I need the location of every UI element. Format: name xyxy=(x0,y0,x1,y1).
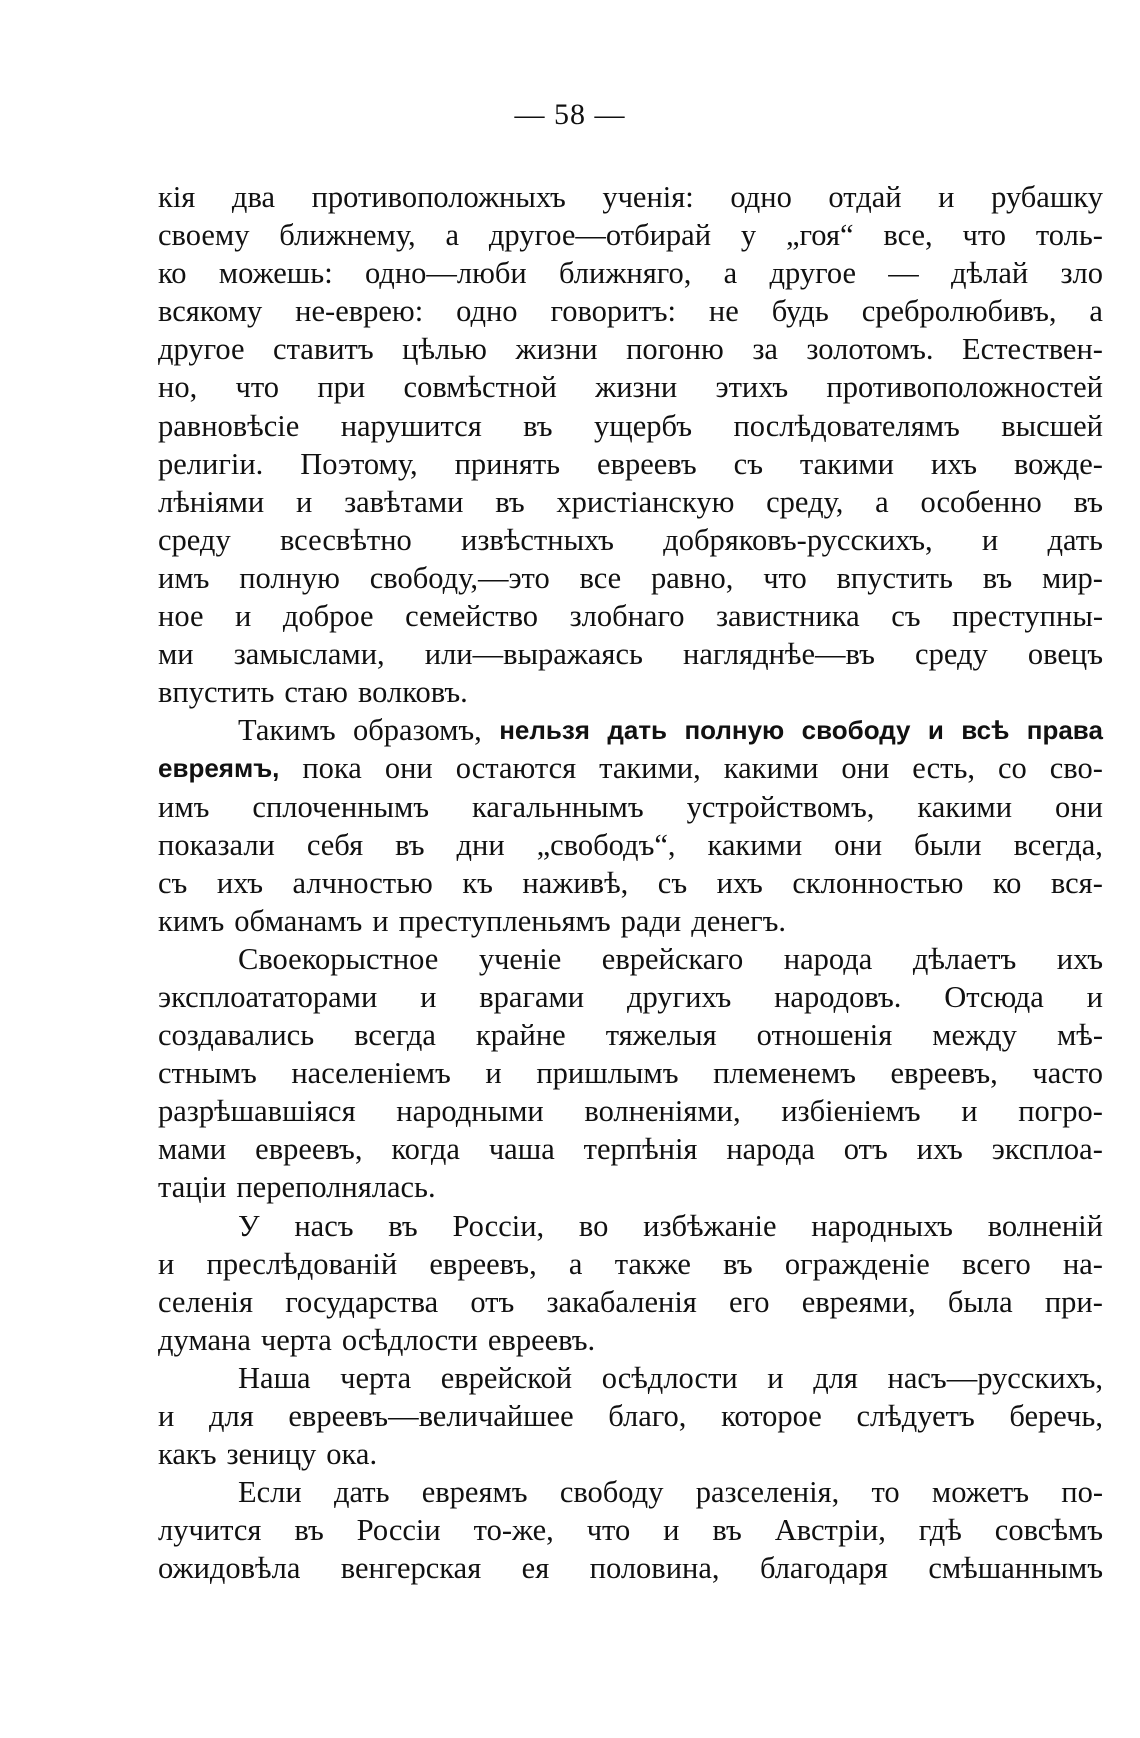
text-line: равновѣсіе нарушится въ ущербъ послѣдователямъ высшей xyxy=(158,408,1103,443)
text-line: эксплоататорами и врагами другихъ народовъ. Отсюда и xyxy=(158,979,1103,1014)
text-line: ное и доброе семейство злобнаго завистника съ преступны- xyxy=(158,599,1103,634)
text-line: показали себя въ дни „свободъ“, какими они были всегда, xyxy=(158,827,1103,862)
text-line: среду всесвѣтно извѣстныхъ добряковъ-русскихъ, и дать xyxy=(158,522,1103,557)
text-line: лучится въ Россіи то-же, что и въ Австріи, гдѣ совсѣмъ xyxy=(158,1513,1103,1548)
text-line: У насъ въ Россіи, во избѣжаніе народныхъ волненій xyxy=(238,1208,1103,1243)
text-line: всякому не-еврею: одно говоритъ: не будь сребролюбивъ, а xyxy=(158,294,1103,329)
text-line: мами евреевъ, когда чаша терпѣнія народа отъ ихъ эксплоа- xyxy=(158,1132,1103,1167)
text-line: имъ сплоченнымъ кагальннымъ устройствомъ, какими они xyxy=(158,789,1103,824)
text-line: и для евреевъ—величайшее благо, которое слѣдуетъ беречь, xyxy=(158,1399,1103,1433)
text-line: кимъ обманамъ и преступленьямъ ради денегъ. xyxy=(158,903,787,938)
text-line: думана черта осѣдлости евреевъ. xyxy=(158,1322,596,1357)
text-line: и преслѣдованій евреевъ, а также въ огражденіе всего на- xyxy=(158,1246,1103,1281)
text-line: другое ставитъ цѣлью жизни погоню за золотомъ. Естествен- xyxy=(158,332,1103,367)
text-line: впустить стаю волковъ. xyxy=(158,675,468,710)
text-line: стнымъ населеніемъ и пришлымъ племенемъ евреевъ, часто xyxy=(158,1056,1103,1091)
text-line: Своекорыстное ученіе еврейскаго народа дѣлаетъ ихъ xyxy=(238,941,1103,976)
text-line: имъ полную свободу,—это все равно, что впустить въ мир- xyxy=(158,560,1103,595)
text-line: Такимъ образомъ, нельзя дать полную свободу и всѣ права xyxy=(238,713,1103,748)
text-line: религіи. Поэтому, принять евреевъ съ такими ихъ вожде- xyxy=(158,446,1103,481)
text-line: создавались всегда крайне тяжелыя отношенія между мѣ- xyxy=(158,1018,1103,1053)
text-line: ожидовѣла венгерская ея половина, благодаря смѣшаннымъ xyxy=(158,1551,1103,1586)
body-text xyxy=(158,178,1103,1587)
text-line: какъ зеницу ока. xyxy=(158,1437,378,1472)
text-line: Наша черта еврейской осѣдлости и для насъ—русскихъ, xyxy=(238,1360,1103,1395)
text-line: ко можешь: одно—люби ближняго, а другое — дѣлай зло xyxy=(158,256,1103,291)
text-line: кія два противоположныхъ ученія: одно отдай и рубашку xyxy=(158,180,1103,214)
text-line: лѣніями и завѣтами въ христіанскую среду, а особенно въ xyxy=(158,484,1103,519)
text-line: но, что при совмѣстной жизни этихъ противоположностей xyxy=(158,370,1103,405)
text-line: селенія государства отъ закабаленія его евреями, была при- xyxy=(158,1284,1103,1319)
text-line: таціи переполнялась. xyxy=(158,1170,436,1205)
page-number: — 58 — xyxy=(514,98,626,131)
text-line: евреямъ, пока они остаются такими, какими они есть, со сво- xyxy=(158,751,1103,786)
text-line: съ ихъ алчностью къ наживѣ, съ ихъ склонностью ко вся- xyxy=(158,865,1103,900)
text-line: Если дать евреямъ свободу разселенія, то можетъ по- xyxy=(238,1475,1103,1510)
text-line: ми замыслами, или—выражаясь нагляднѣе—въ среду овецъ xyxy=(158,637,1103,672)
text-line: разрѣшавшіяся народными волненіями, избіеніемъ и погро- xyxy=(158,1094,1103,1129)
text-line: своему ближнему, а другое—отбирай у „гоя“ все, что толь- xyxy=(158,218,1103,253)
